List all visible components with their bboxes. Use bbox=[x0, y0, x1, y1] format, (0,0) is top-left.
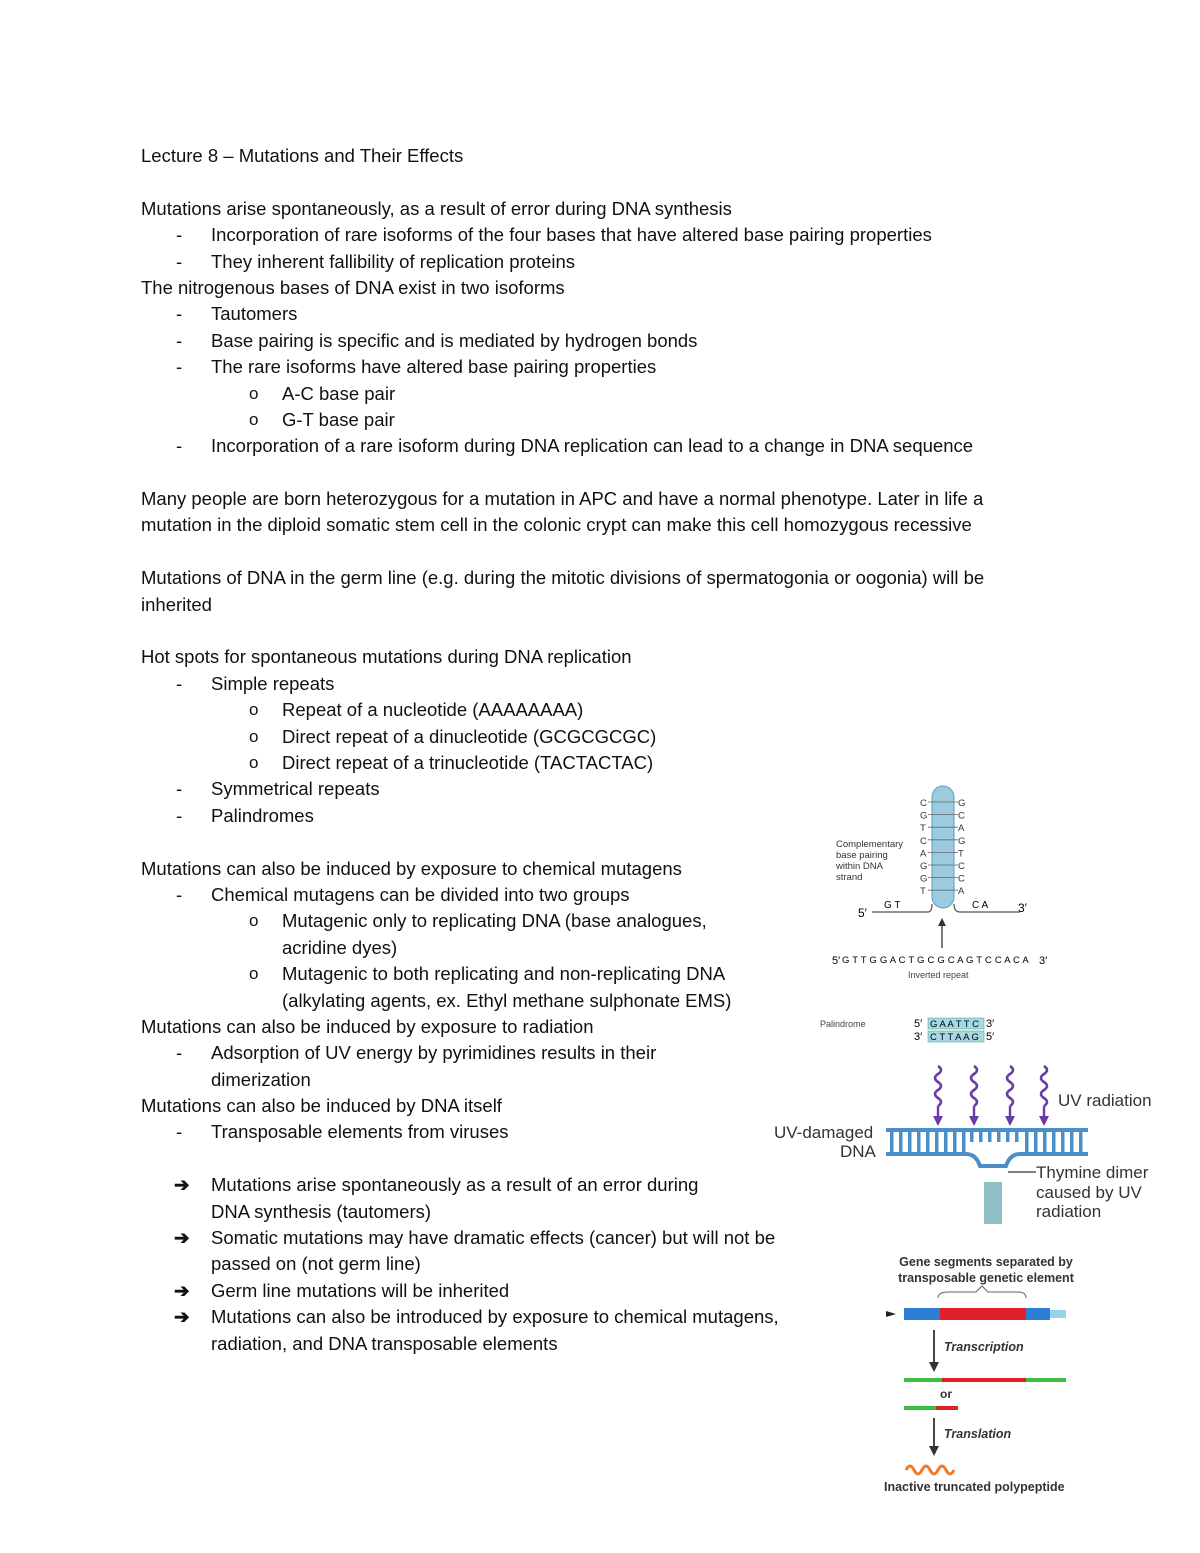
paragraph-line: Mutations arise spontaneously, as a result of error during DNA synthesis bbox=[141, 197, 732, 219]
truncated-rna-green bbox=[904, 1406, 936, 1410]
pal-5-bottom: 5′ bbox=[986, 1031, 995, 1043]
start-arrow bbox=[886, 1311, 896, 1317]
uv-wave-icon bbox=[935, 1066, 941, 1106]
rna-green-left bbox=[904, 1378, 942, 1382]
paragraph-line: Mutations of DNA in the germ line (e.g. during the mitotic divisions of spermatogonia or oogonia) will be bbox=[141, 567, 985, 589]
uv-wave-icon bbox=[1041, 1066, 1047, 1106]
bullet-continuation: radiation, and DNA transposable elements bbox=[211, 1332, 558, 1354]
paragraph-line: Many people are born heterozygous for a mutation in APC and have a normal phenotype. Later in life a bbox=[141, 488, 984, 510]
bullet-item: - The rare isoforms have altered base pairing properties bbox=[141, 354, 1061, 380]
svg-text:strand: strand bbox=[836, 872, 863, 883]
paragraph-line: Mutations can also be induced by exposure to chemical mutagens bbox=[141, 857, 682, 879]
rna-green-right bbox=[1026, 1378, 1066, 1382]
bullet-item: - Adsorption of UV energy by pyrimidines results in their bbox=[141, 1040, 1061, 1066]
truncated-rna-red bbox=[936, 1406, 958, 1410]
lecture-title: Lecture 8 – Mutations and Their Effects bbox=[141, 145, 464, 166]
sequence-3-label: 3′ bbox=[1039, 955, 1048, 967]
bullet-item: - Symmetrical repeats bbox=[141, 776, 1061, 802]
svg-text:base pairing: base pairing bbox=[836, 850, 888, 861]
dna-base-pair bbox=[1079, 1132, 1083, 1152]
stem-base-right: T bbox=[958, 848, 964, 860]
rna-red bbox=[942, 1378, 1026, 1382]
stem-base-left: C bbox=[920, 835, 927, 847]
dna-base-pair bbox=[926, 1132, 930, 1152]
pal-3-bottom: 3′ bbox=[914, 1031, 923, 1043]
element-bracket bbox=[938, 1286, 1026, 1298]
dna-broken-base bbox=[970, 1132, 974, 1142]
uv-arrow-head bbox=[1039, 1116, 1049, 1126]
sub-bullet-item: o Repeat of a nucleotide (AAAAAAAA) bbox=[141, 697, 1061, 723]
dna-ladder bbox=[886, 1128, 1088, 1166]
paragraph-line: Mutations can also be induced by DNA itself bbox=[141, 1095, 502, 1117]
summary-arrow-item: ➔ Germ line mutations will be inherited bbox=[141, 1278, 1061, 1304]
gene-segment-left bbox=[904, 1308, 940, 1320]
or-label: or bbox=[940, 1387, 952, 1401]
sub-bullet-continuation: (alkylating agents, ex. Ethyl methane sulphonate EMS) bbox=[282, 989, 732, 1011]
sub-bullet-item: o A-C base pair bbox=[141, 381, 1061, 407]
three-prime-label: 3′ bbox=[1018, 901, 1027, 915]
dna-base-pair bbox=[917, 1132, 921, 1152]
paragraph-line: inherited bbox=[141, 593, 212, 615]
polypeptide-squiggle bbox=[906, 1466, 954, 1474]
bullet-item: - Incorporation of rare isoforms of the four bases that have altered base pairing properties bbox=[141, 222, 1061, 248]
sub-bullet-item: o Direct repeat of a dinucleotide (GCGCGCGC) bbox=[141, 724, 1061, 750]
stem-base-right: G bbox=[958, 798, 966, 809]
svg-text:Complementary: Complementary bbox=[836, 839, 904, 850]
thymine-dimer-label: Thymine dimer bbox=[1036, 1163, 1149, 1182]
dna-top-strand bbox=[886, 1128, 1088, 1132]
sub-bullet-item: o Mutagenic only to replicating DNA (base analogues, bbox=[141, 908, 1061, 934]
transcription-arrow-head bbox=[929, 1362, 939, 1372]
stem-base-left: T bbox=[920, 886, 926, 898]
bullet-item: - Transposable elements from viruses bbox=[141, 1119, 1061, 1145]
dna-base-pair bbox=[1070, 1132, 1074, 1152]
polypeptide-label: Inactive truncated polypeptide bbox=[884, 1480, 1065, 1494]
inverted-repeat-sequence: G T T G G A C T G C G C A G T C C A C A bbox=[842, 955, 1029, 966]
summary-arrow-item: ➔ Somatic mutations may have dramatic effects (cancer) but will not be bbox=[141, 1225, 1061, 1251]
transposon-title-1: Gene segments separated by bbox=[899, 1255, 1073, 1269]
bullet-continuation: passed on (not germ line) bbox=[211, 1253, 421, 1275]
five-prime-label: 5′ bbox=[858, 906, 867, 920]
dna-base-pair bbox=[908, 1132, 912, 1152]
stem-base-right: C bbox=[958, 810, 965, 822]
translation-label: Translation bbox=[944, 1427, 1012, 1441]
uv-arrow-head bbox=[933, 1116, 943, 1126]
stem-base-left: T bbox=[920, 823, 926, 835]
sub-bullet-item: o Direct repeat of a trinucleotide (TACTACTAC) bbox=[141, 750, 1061, 776]
bullet-item: - Base pairing is specific and is mediated by hydrogen bonds bbox=[141, 328, 1061, 354]
radiation-label: radiation bbox=[1036, 1202, 1102, 1221]
pal-5-top: 5′ bbox=[914, 1018, 923, 1030]
stem-base-left: G bbox=[920, 861, 928, 872]
pal-3-top: 3′ bbox=[986, 1018, 995, 1030]
svg-text:within DNA: within DNA bbox=[836, 861, 883, 872]
stem-base-right: A bbox=[958, 823, 965, 835]
stem-base-left: G bbox=[920, 873, 928, 885]
blank-line bbox=[141, 460, 1061, 486]
bullet-item: - Incorporation of a rare isoform during DNA replication can lead to a change in DNA sequence bbox=[141, 433, 1061, 459]
gene-segment-right bbox=[1026, 1308, 1050, 1320]
gene-flank-right bbox=[1050, 1310, 1066, 1318]
dna-base-pair bbox=[944, 1132, 948, 1152]
dna-base-pair bbox=[962, 1132, 966, 1152]
sub-bullet-continuation: acridine dyes) bbox=[282, 936, 398, 958]
summary-arrow-item: ➔ Mutations arise spontaneously as a result of an error during bbox=[141, 1172, 1061, 1198]
transposon-title-2: transposable genetic element bbox=[898, 1271, 1074, 1285]
paragraph-line: Mutations can also be induced by exposure to radiation bbox=[141, 1015, 594, 1037]
uv-damage-figure bbox=[770, 1062, 1170, 1232]
bullet-item: - Tautomers bbox=[141, 301, 1061, 327]
blank-line bbox=[141, 618, 1061, 644]
dna-base-pair bbox=[1052, 1132, 1056, 1152]
uv-wave-icon bbox=[971, 1066, 977, 1106]
dna-base-pair bbox=[1043, 1132, 1047, 1152]
right-tail-bases: C A bbox=[972, 900, 989, 911]
sub-bullet-item: o Mutagenic to both replicating and non-replicating DNA bbox=[141, 961, 1061, 987]
stem-base-left: G bbox=[920, 810, 928, 822]
palindrome-label: Palindrome bbox=[820, 1019, 866, 1029]
dna-broken-base bbox=[1015, 1132, 1019, 1142]
stem-base-right: A bbox=[958, 886, 965, 898]
summary-arrow-item: ➔ Mutations can also be introduced by exposure to chemical mutagens, bbox=[141, 1304, 1061, 1330]
dna-base-pair bbox=[1034, 1132, 1038, 1152]
dna-broken-base bbox=[988, 1132, 992, 1142]
uv-wave-icons bbox=[933, 1066, 1049, 1126]
uv-wave-icon bbox=[1007, 1066, 1013, 1106]
dna-broken-base bbox=[1006, 1132, 1010, 1142]
dna-base-pair bbox=[935, 1132, 939, 1152]
stem-base-left: A bbox=[920, 848, 927, 860]
bullet-item: - Chemical mutagens can be divided into two groups bbox=[141, 882, 1061, 908]
dimer-stem bbox=[984, 1182, 1002, 1224]
paragraph-line: mutation in the diploid somatic stem cell in the colonic crypt can make this cell homozygous recessive bbox=[141, 514, 972, 536]
caused-by-uv-label: caused by UV bbox=[1036, 1183, 1142, 1202]
palindrome-top-seq: G A A T T C bbox=[930, 1019, 979, 1030]
blank-line bbox=[141, 169, 1061, 195]
stem-base-left: C bbox=[920, 798, 927, 809]
bullet-item: - They inherent fallibility of replication proteins bbox=[141, 249, 1061, 275]
transposable-element bbox=[940, 1308, 1026, 1320]
uv-radiation-label: UV radiation bbox=[1058, 1091, 1152, 1110]
dna-base-pair bbox=[899, 1132, 903, 1152]
hairpin-right-stem bbox=[958, 798, 965, 897]
sequence-5-label: 5′ bbox=[832, 955, 841, 967]
stem-base-right: G bbox=[958, 835, 966, 847]
up-arrow-head bbox=[938, 918, 946, 926]
stem-base-right: C bbox=[958, 861, 965, 872]
uv-damaged-label: UV-damaged bbox=[774, 1123, 874, 1142]
hairpin-label bbox=[835, 839, 903, 883]
inverted-repeat-caption: Inverted repeat bbox=[908, 970, 969, 980]
left-tail-bases: G T bbox=[884, 900, 901, 911]
dna-base-pair bbox=[1061, 1132, 1065, 1152]
dna-base-pair bbox=[953, 1132, 957, 1152]
transcription-label: Transcription bbox=[944, 1340, 1024, 1354]
paragraph-line: The nitrogenous bases of DNA exist in two isoforms bbox=[141, 276, 565, 298]
bullet-continuation: dimerization bbox=[211, 1068, 311, 1090]
dna-base-pair bbox=[1025, 1132, 1029, 1152]
transposon-figure bbox=[878, 1248, 1098, 1503]
dna-base-pair bbox=[890, 1132, 894, 1152]
hairpin-figure bbox=[820, 780, 1070, 1050]
hairpin-stem-shape bbox=[932, 786, 954, 908]
bullet-item: - Palindromes bbox=[141, 803, 1061, 829]
sub-bullet-item: o G-T base pair bbox=[141, 407, 1061, 433]
bullet-continuation: DNA synthesis (tautomers) bbox=[211, 1200, 432, 1222]
translation-arrow-head bbox=[929, 1446, 939, 1456]
blank-line bbox=[141, 539, 1061, 565]
stem-base-right: C bbox=[958, 873, 965, 885]
bullet-item: - Simple repeats bbox=[141, 671, 1061, 697]
dna-label: DNA bbox=[840, 1142, 876, 1161]
dna-broken-base bbox=[997, 1132, 1001, 1142]
palindrome-bottom-seq: C T T A A G bbox=[930, 1032, 979, 1043]
uv-arrow-head bbox=[969, 1116, 979, 1126]
uv-arrow-head bbox=[1005, 1116, 1015, 1126]
dna-broken-base bbox=[979, 1132, 983, 1142]
paragraph-line: Hot spots for spontaneous mutations during DNA replication bbox=[141, 646, 632, 668]
